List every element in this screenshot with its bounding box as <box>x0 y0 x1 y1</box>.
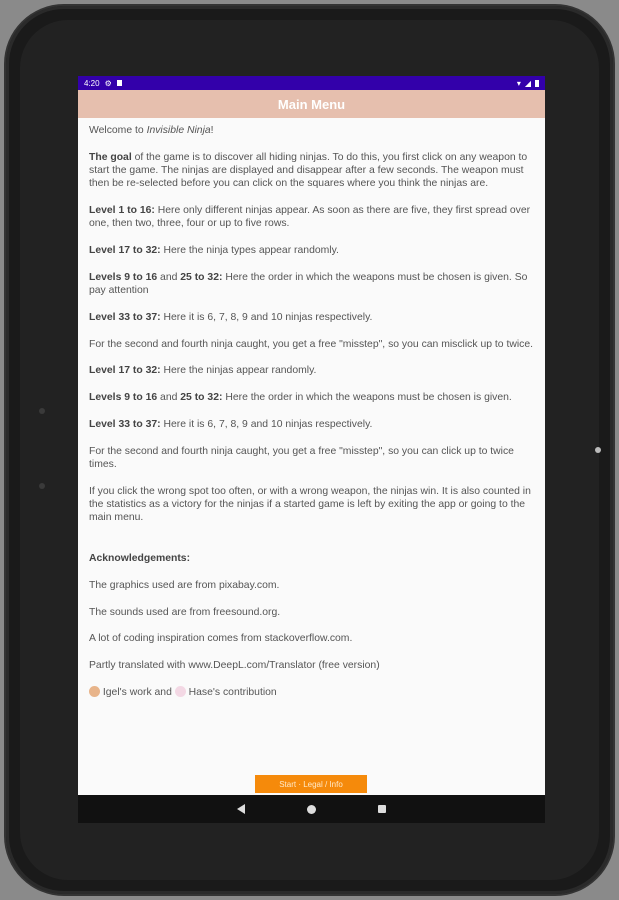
navigation-bar <box>78 795 545 823</box>
level-33-text: Here it is 6, 7, 8, 9 and 10 ninjas respectively. <box>160 311 373 323</box>
gear-icon: ⚙ <box>104 78 112 88</box>
rabbit-icon <box>175 686 186 697</box>
level-9-text: Here the order in which the weapons must be chosen is given. So pay attention <box>89 271 528 296</box>
level-17b-label: Level 17 to 32: <box>89 365 161 377</box>
level-33-label: Level 33 to 37: <box>89 311 161 323</box>
level-1-text: Here only different ninjas appear. As soon as there are five, they first spread over one, then two, three, four or up to five rows. <box>89 205 531 230</box>
coding-credit: A lot of coding inspiration comes from stackoverflow.com. <box>89 633 353 645</box>
misstep-paragraph: For the second and fourth ninja caught, you get a free "misstep", so you can misclick up to twice. <box>89 338 534 350</box>
battery-icon <box>535 80 539 87</box>
ack-heading-text: Acknowledgements: <box>89 552 191 564</box>
info-text <box>78 118 545 699</box>
front-camera <box>595 447 601 453</box>
game-name: Invisible Ninja <box>146 125 211 136</box>
sd-card-icon <box>117 80 122 86</box>
level-9-and: and <box>157 271 181 283</box>
acknowledgements-heading <box>89 552 534 565</box>
app-bar <box>78 90 545 118</box>
status-bar <box>78 76 545 90</box>
recent-apps-icon[interactable] <box>378 805 386 813</box>
device-screen <box>78 76 545 823</box>
level-9b-label: Levels 9 to 16 <box>89 392 158 404</box>
home-icon[interactable] <box>307 805 316 814</box>
level-33b-text: Here it is 6, 7, 8, 9 and 10 ninjas respectively. <box>160 418 373 430</box>
welcome-suffix: ! <box>210 125 214 136</box>
sensor-dot <box>39 483 45 489</box>
hedgehog-icon <box>89 686 100 697</box>
credit-hase: Hase's contribution <box>185 686 277 698</box>
signal-icon: ◢ <box>524 78 531 88</box>
level-25b-label: 25 to 32: <box>180 392 223 404</box>
level-9-label: Levels 9 to 16 <box>89 271 158 283</box>
level-9b-text: Here the order in which the weapons must be chosen is given. <box>222 392 512 404</box>
level-1-paragraph <box>89 204 534 230</box>
status-time: 4:20 <box>84 78 100 88</box>
level-1-label: Level 1 to 16: <box>89 205 155 216</box>
credit-igel: Igel's work and <box>100 686 175 698</box>
welcome-prefix: Welcome to <box>89 125 147 136</box>
translation-credit: Partly translated with www.DeepL.com/Translator (free version) <box>89 660 380 672</box>
start-button[interactable]: Start · Legal / Info <box>255 775 367 793</box>
level-33-paragraph <box>89 311 534 324</box>
level-33b-paragraph <box>89 418 534 431</box>
misstep2-paragraph: For the second and fourth ninja caught, you get a free "misstep", so you can click up to twice times. <box>89 445 514 470</box>
level-25-label: 25 to 32: <box>180 271 223 283</box>
level-9-paragraph <box>89 271 534 297</box>
back-icon[interactable] <box>237 804 245 814</box>
wifi-icon: ▾ <box>516 78 521 88</box>
welcome-paragraph <box>89 124 534 137</box>
level-17b-paragraph <box>89 364 534 377</box>
level-9b-and: and <box>157 392 181 404</box>
spacer <box>89 538 534 552</box>
level-17-label: Level 17 to 32: <box>89 245 161 256</box>
graphics-credit: The graphics used are from pixabay.com. <box>89 579 280 591</box>
level-17-text: Here the ninja types appear randomly. <box>160 245 339 256</box>
page-title: Main Menu <box>277 96 346 112</box>
camera-dot <box>39 408 45 414</box>
author-credit <box>89 686 534 699</box>
level-9b-paragraph <box>89 391 534 404</box>
sounds-credit: The sounds used are from freesound.org. <box>89 606 281 618</box>
level-17-paragraph <box>89 244 534 257</box>
goal-label: The goal <box>89 151 132 163</box>
goal-text: of the game is to discover all hiding ninjas. To do this, you first click on any weapon to start the game. The ninjas are displayed and disappear after a few seconds. The weapon must then be re-selected before you can click on the squares where you think the ninjas are. <box>89 151 528 190</box>
level-17b-text: Here the ninjas appear randomly. <box>160 365 317 377</box>
goal-paragraph <box>89 151 534 191</box>
wrong-spot-paragraph: If you click the wrong spot too often, or with a wrong weapon, the ninjas win. It is also counted in the statistics as a victory for the ninjas if a started game is left by exiting the app or going to the main menu. <box>89 485 531 524</box>
level-33b-label: Level 33 to 37: <box>89 418 161 430</box>
